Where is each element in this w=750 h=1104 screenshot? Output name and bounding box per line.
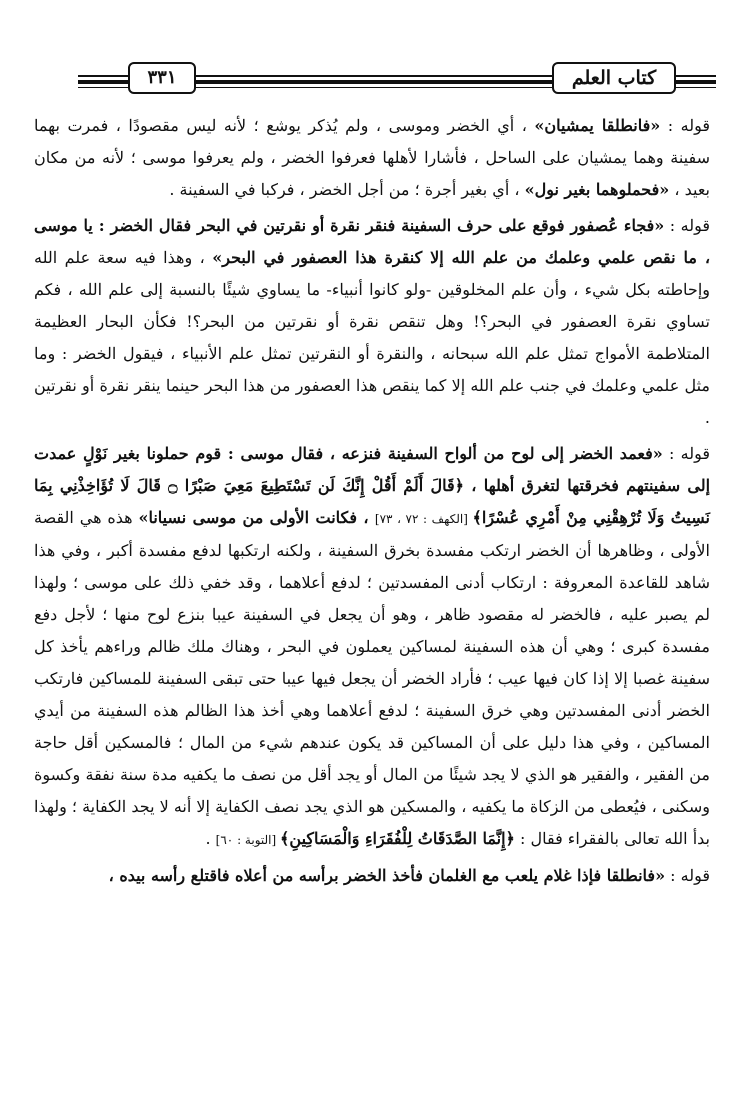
- paragraph: [34, 860, 710, 892]
- paragraph: [34, 110, 710, 206]
- text-run: قوله :: [664, 216, 710, 235]
- bold-quote-run: «فانطلقا يمشيان»: [534, 116, 661, 135]
- text-run: قوله :: [662, 444, 710, 463]
- book-title: كتاب العلم: [571, 66, 657, 89]
- verse-reference-run: [الكهف : ٧٢ ، ٧٣]: [374, 512, 473, 526]
- text-run: ، أي الخضر وموسى ، ولم يُذكر يوشع ؛ لأنه ليس مقصودًا ، فمرت بهما سفينة وهما يمشيان على الساحل ، فأشارا لأهلها فعرفوا الخضر ، ولم يعرفوا موسى ؛ لأنه من مكان بعيد ،: [34, 116, 710, 199]
- verse-reference-run: [التوبة : ٦٠]: [215, 833, 281, 847]
- book-title-box: [552, 62, 676, 94]
- bold-quote-run: فكانت الأولى من موسى نسيانا»: [138, 508, 358, 527]
- paragraph: [34, 210, 710, 434]
- text-run: هذه هي القصة الأولى ، وظاهرها أن الخضر ارتكب مفسدة بخرق السفينة ، ولكنه ارتكبها لدفع مفسدة أكبر ، وفي هذا شاهد للقاعدة المعروفة : ارتكاب أدنى المفسدتين ؛ لدفع أعلاهما ، وقد خفي ذلك على موسى ؛ ولهذا لم يصبر عليه ، فالخضر له مقصود ظاهر ، وهو أن يجعل في السفينة عيبا بنزع لوح منها ؛ لأجل دفع مفسدة كبرى ؛ وهي أن هذه السفينة لمساكين يعملون في البحر ، وهناك ملك ظالم وراءهم يأخذ كل سفينة غصبا إلا إذا كان فيها عيب ؛ فأراد الخضر أن يجعل فيها عيبا حتى تبقى السفينة للمساكين فارتكب الخضر أدنى المفسدتين وهي خرق السفينة ؛ لدفع أعلاهما وهي أخذ هذا الظالم هذه السفينة من أيدي المساكين ، وفي هذا دليل على أن المساكين قد يكون عندهم شيء من المال ؛ فالمسكين أقل حاجة من الفقير ، والفقير هو الذي لا يجد شيئًا من المال أو يجد أقل من نصف ما يكفيه مدة سنة نفقة وكسوة وسكنى ، فيُعطى من الزكاة ما يكفيه ، والمسكين هو الذي يجد نصف الكفاية إلا أنه لا يجد الكفاية ؛ ولهذا بدأ الله تعالى بالفقراء فقال :: [34, 508, 710, 848]
- paragraph: [34, 438, 710, 856]
- page-number: ٣٣١: [147, 67, 177, 88]
- bold-quote-run: «فعمد الخضر إلى لوح من ألواح السفينة فنزعه ، فقال موسى : قوم حملونا بغير نَوْلٍ عمدت إلى سفينتهم فخرقتها لتغرق أهلها ،: [34, 444, 711, 495]
- text-run: قوله :: [660, 116, 710, 135]
- bold-quote-run: «فحملوهما بغير نول»: [524, 180, 670, 199]
- quran-verse-run: ﴿إِنَّمَا الصَّدَقَاتُ لِلْفُقَرَاءِ وَالْمَسَاكِينِ﴾: [280, 829, 515, 848]
- quran-verse-run: ﴿قَالَ أَلَمْ أَقُلْ إِنَّكَ لَن تَسْتَطِيعَ مَعِيَ صَبْرًا ۝ قَالَ لَا تُؤَاخِذْنِي بِمَا نَسِيتُ وَلَا تُرْهِقْنِي مِنْ أَمْرِي عُسْرًا﴾: [34, 476, 710, 527]
- page-body: [34, 110, 710, 892]
- bold-quote-run: «فانطلقا فإذا غلام يلعب مع الغلمان فأخذ الخضر برأسه من أعلاه فاقتلع رأسه بيده ،: [108, 866, 666, 885]
- text-run: ، وهذا فيه سعة علم الله وإحاطته بكل شيء ، وأن علم المخلوقين -ولو كانوا أنبياء- ما يساوي شيئًا بالنسبة إلى علم الله ، فكم تساوي نقرة العصفور في البحر؟! وهل تنقص نقرة أو نقرتين من البحر؟! فكأن البحار العظيمة المتلاطمة الأمواج تمثل علم الله سبحانه ، والنقرة أو النقرتين تمثل علم الأنبياء ، فيقول الخضر : وما مثل علمي وعلمك في جنب علم الله إلا كما ينقص هذا العصفور من هذا البحر حينما ينقر نقرة أو نقرتين .: [34, 248, 711, 427]
- page-header: [0, 0, 750, 110]
- page-number-box: [128, 62, 196, 94]
- text-run: قوله :: [665, 866, 710, 885]
- bold-quote-run: ،: [357, 508, 375, 527]
- bold-quote-run: «فجاء عُصفور فوقع على حرف السفينة فنقر نقرة أو نقرتين في البحر فقال الخضر : يا موسى ، ما نقص علمي وعلمك من علم الله إلا كنقرة هذا العصفور في البحر»: [34, 216, 711, 267]
- text-run: .: [205, 829, 216, 848]
- text-run: ، أي بغير أجرة ؛ من أجل الخضر ، فركبا في السفينة .: [169, 180, 525, 199]
